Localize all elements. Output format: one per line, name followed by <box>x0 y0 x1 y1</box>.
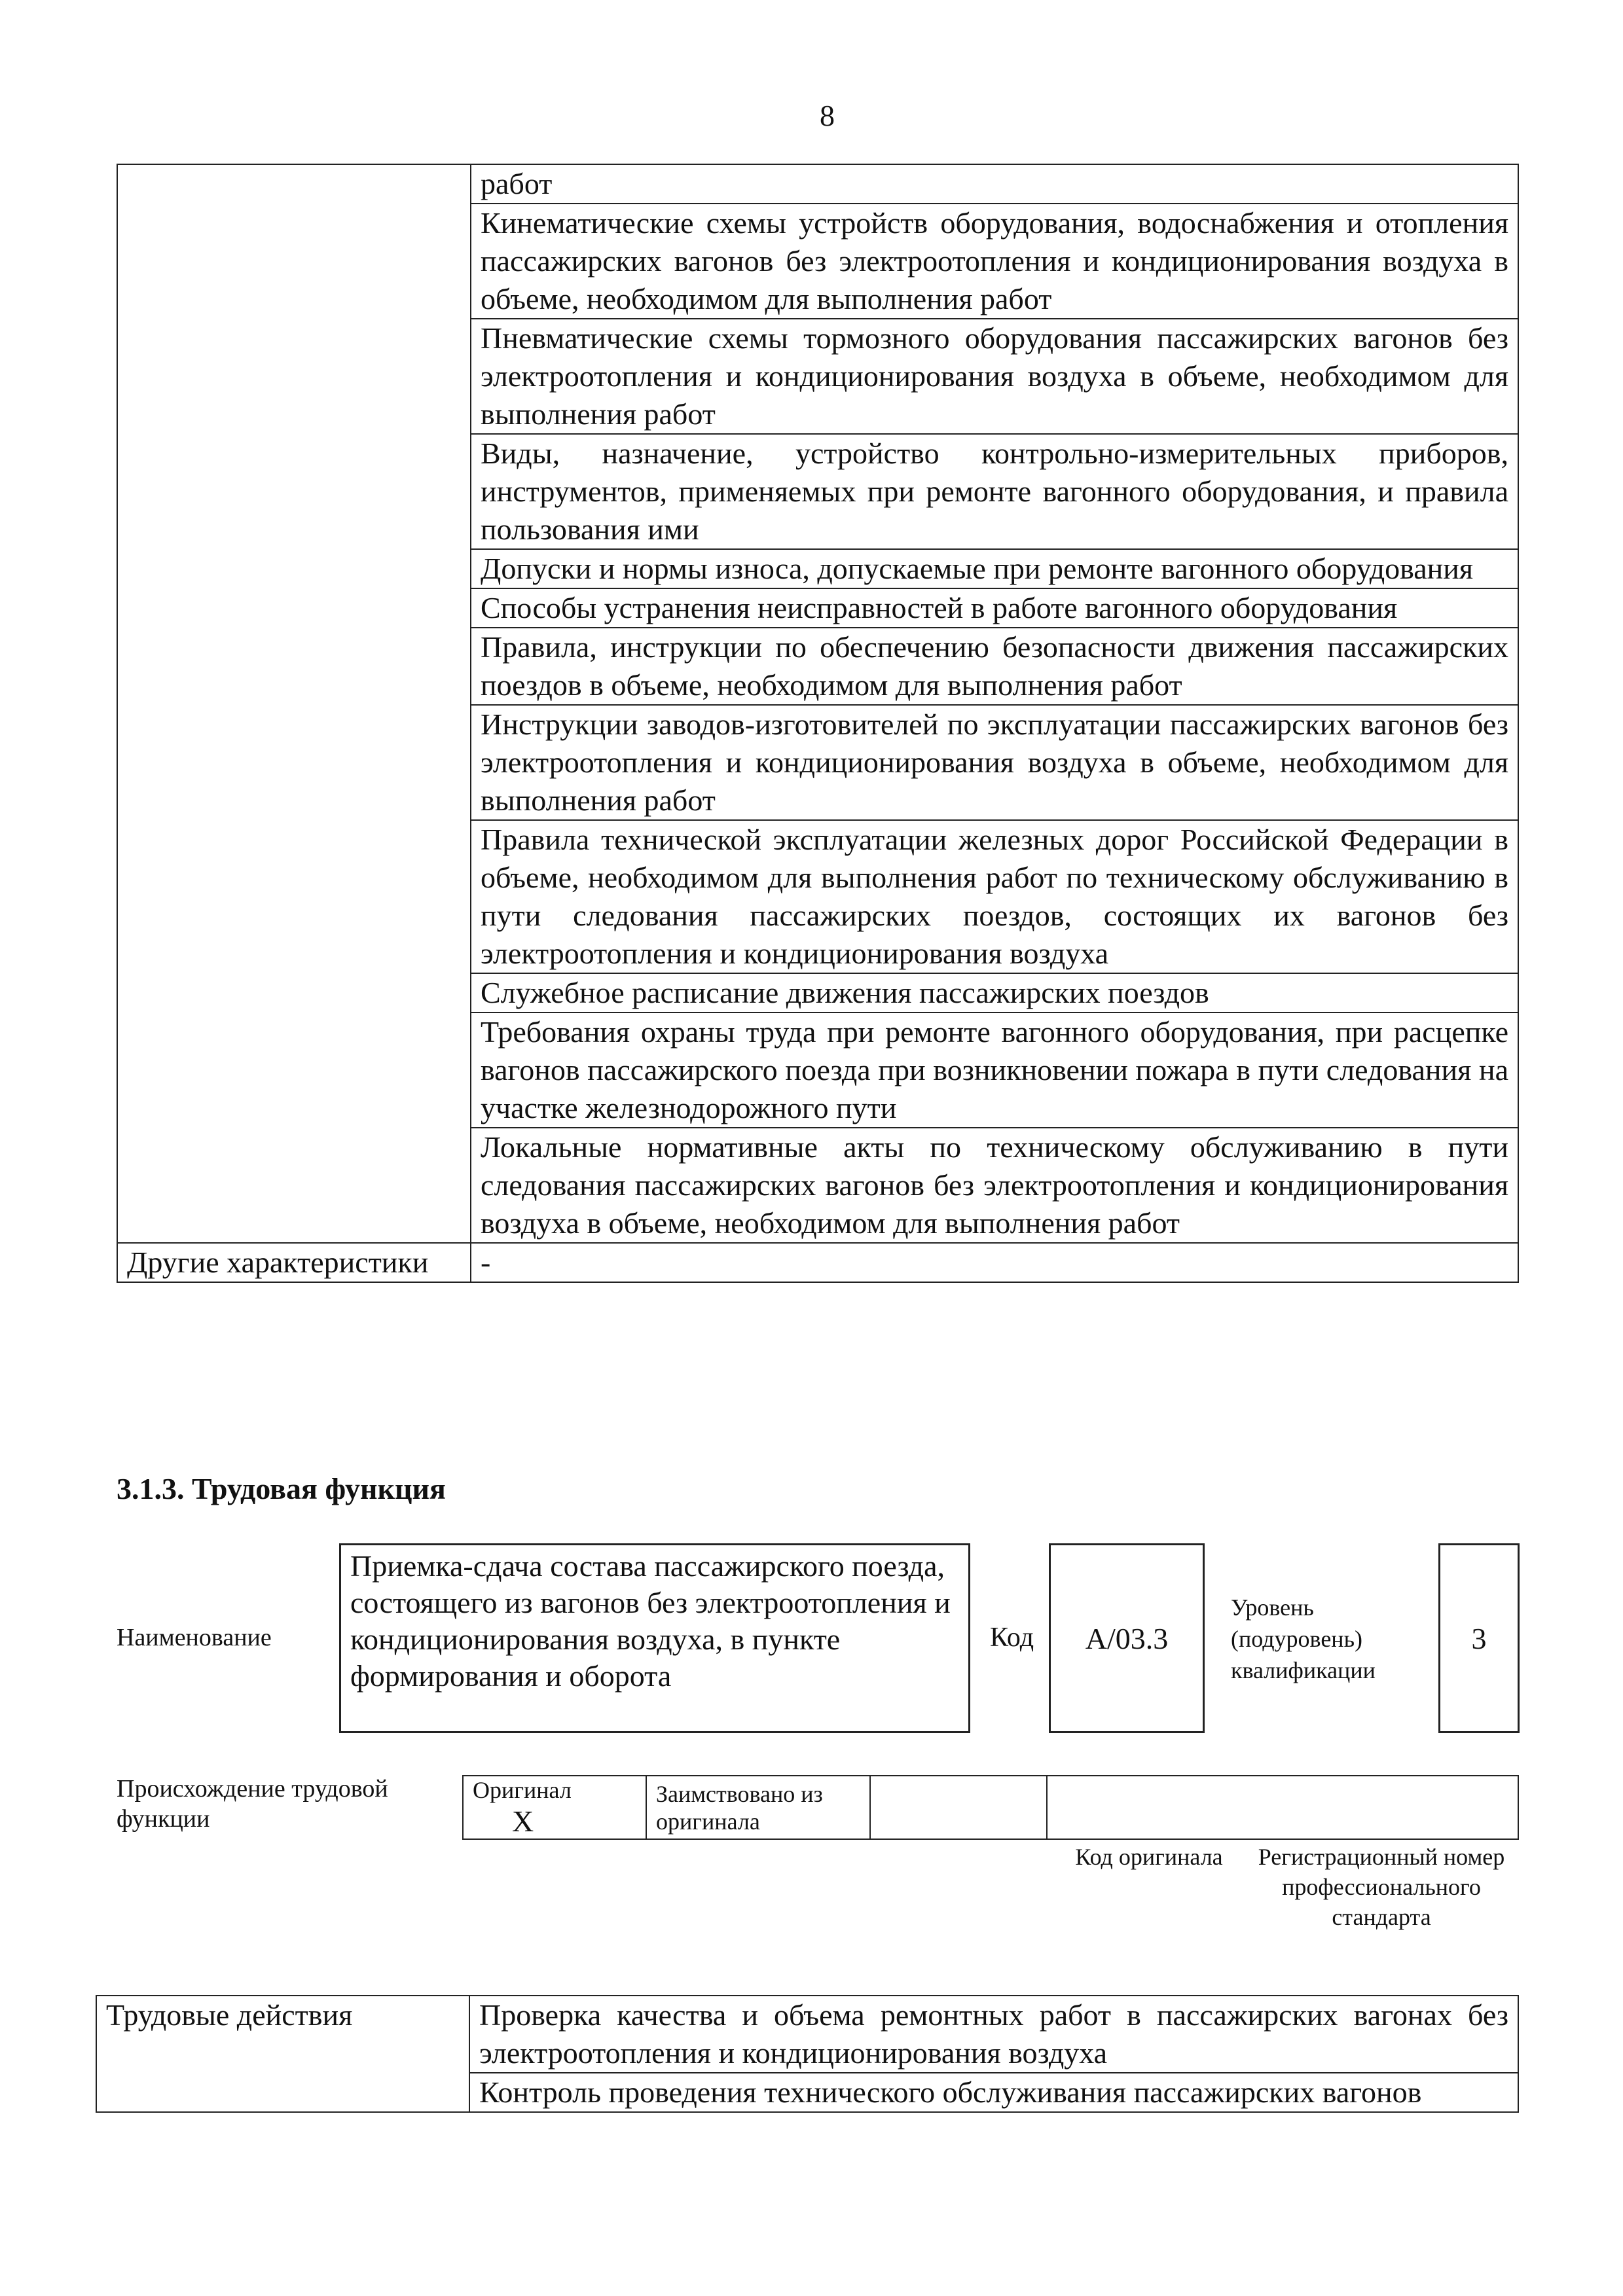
origin-label: Происхождение трудовой функции <box>117 1775 388 1833</box>
table-row <box>463 1776 1518 1839</box>
reg-number-caption: Регистрационный номер профессионального стандарта <box>1258 1844 1505 1930</box>
requirement-cell: Виды, назначение, устройство контрольно-измерительных приборов, инструментов, применяемых при ремонте вагонного оборудования, и правила пользования ими <box>471 434 1518 549</box>
code-value-box: А/03.3 <box>1049 1543 1205 1733</box>
name-label: Наименование <box>117 1624 272 1651</box>
original-code-caption: Код оригинала <box>1075 1844 1223 1870</box>
other-characteristics-value: - <box>471 1243 1518 1282</box>
original-mark: X <box>512 1804 534 1838</box>
requirement-cell: Требования охраны труда при ремонте вагонного оборудования, при расцепке вагонов пассажирского поезда при возникновении пожара в пути следования на участке железнодорожного пути <box>471 1013 1518 1128</box>
section-title: 3.1.3. Трудовая функция <box>117 1472 446 1505</box>
requirement-cell: Пневматические схемы тормозного оборудования пассажирских вагонов без электроотопления и кондиционирования воздуха в объеме, необходимом для выполнения работ <box>471 319 1518 434</box>
requirement-cell: Служебное расписание движения пассажирских поездов <box>471 973 1518 1013</box>
requirement-cell: Правила технической эксплуатации железных дорог Российской Федерации в объеме, необходимом для выполнения работ по техническому обслуживанию в пути следования пассажирских поездов, состоящих их вагонов без электроотопления и кондиционирования воздуха <box>471 820 1518 973</box>
actions-label: Трудовые действия <box>96 1996 469 2112</box>
page-number: 8 <box>820 99 835 132</box>
function-name-box: Приемка-сдача состава пассажирского поезда, состоящего из вагонов без электроотопления и кондиционирования воздуха, в пункте формирования и оборота <box>339 1543 970 1733</box>
requirement-cell: Правила, инструкции по обеспечению безопасности движения пассажирских поездов в объеме, необходимом для выполнения работ <box>471 628 1518 705</box>
requirement-cell: Инструкции заводов-изготовителей по эксплуатации пассажирских вагонов без электроотопления и кондиционирования воздуха в объеме, необходимом для выполнения работ <box>471 705 1518 820</box>
level-value-box: 3 <box>1438 1543 1520 1733</box>
requirement-cell: работ <box>471 164 1518 204</box>
origin-table <box>462 1775 1519 1840</box>
original-cell <box>463 1776 646 1839</box>
level-label: Уровень (подуровень) квалификации <box>1231 1594 1376 1683</box>
table-row <box>117 164 1518 204</box>
original-code-cell <box>870 1776 1047 1839</box>
action-cell: Проверка качества и объема ремонтных работ в пассажирских вагонах без электроотопления и кондиционирования воздуха <box>469 1996 1518 2073</box>
action-cell: Контроль проведения технического обслуживания пассажирских вагонов <box>469 2073 1518 2112</box>
table-row <box>96 1996 1518 2073</box>
actions-table <box>96 1995 1519 2113</box>
requirement-cell: Допуски и нормы износа, допускаемые при ремонте вагонного оборудования <box>471 549 1518 588</box>
other-characteristics-label: Другие характеристики <box>117 1243 471 1282</box>
requirement-cell: Локальные нормативные акты по техническому обслуживанию в пути следования пассажирских вагонов без электроотопления и кондиционирования воздуха в объеме, необходимом для выполнения работ <box>471 1128 1518 1243</box>
requirements-table <box>117 164 1519 1283</box>
reg-number-cell <box>1047 1776 1518 1839</box>
empty-label-cell <box>117 164 471 1243</box>
other-characteristics-row <box>117 1243 1518 1282</box>
borrowed-cell: Заимствовано из оригинала <box>646 1776 870 1839</box>
requirement-cell: Способы устранения неисправностей в работе вагонного оборудования <box>471 588 1518 628</box>
requirement-cell: Кинематические схемы устройств оборудования, водоснабжения и отопления пассажирских вагонов без электроотопления и кондиционирования воздуха в объеме, необходимом для выполнения работ <box>471 204 1518 319</box>
code-label: Код <box>990 1623 1034 1653</box>
original-label: Оригинал <box>473 1777 572 1803</box>
